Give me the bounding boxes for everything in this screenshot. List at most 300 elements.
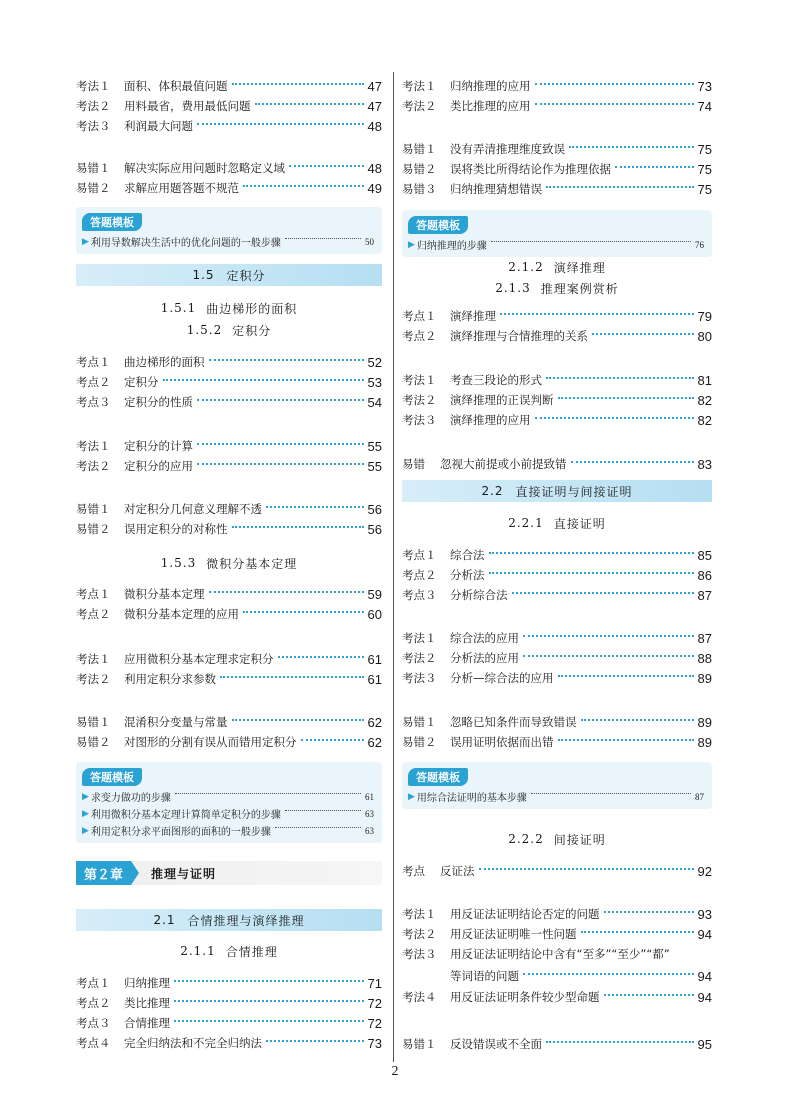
template-entry[interactable] (408, 236, 704, 253)
entry-page: 81 (697, 372, 712, 388)
subsection-number: 1.5.2 (186, 323, 223, 337)
entry-page: 49 (367, 180, 382, 196)
triangle-bullet-icon: ▶ (82, 825, 89, 836)
toc-entry[interactable] (402, 96, 712, 116)
dot-leader (301, 739, 364, 741)
entry-prefix: 易错２ (402, 162, 437, 176)
entry-text: 定积分的应用 (124, 459, 193, 473)
entry-prefix: 易错１ (76, 502, 111, 516)
dot-leader (512, 592, 694, 594)
template-entry-page: 61 (365, 791, 374, 802)
entry-text: 分析法 (450, 568, 485, 582)
section-title: 合情推理与演绎推理 (187, 913, 305, 928)
dot-leader (197, 443, 364, 445)
entry-prefix: 考点２ (76, 607, 111, 621)
triangle-bullet-icon: ▶ (82, 808, 89, 819)
entry-page: 60 (367, 606, 382, 622)
subsection-number: 2.1.3 (495, 281, 531, 295)
toc-entry[interactable] (402, 712, 712, 732)
entry-prefix: 考法１ (76, 439, 111, 453)
entry-page: 89 (697, 734, 712, 750)
answer-template-label: 答题模板 (408, 216, 468, 234)
entry-page: 61 (367, 671, 382, 687)
toc-entry[interactable] (402, 159, 712, 179)
dot-leader (285, 810, 361, 811)
entry-text: 类比推理的应用 (450, 99, 531, 113)
toc-entry[interactable] (402, 648, 712, 668)
entry-prefix: 易错１ (76, 715, 111, 729)
entry-prefix: 考法３ (76, 119, 111, 133)
toc-entry[interactable] (76, 649, 382, 669)
entry-prefix: 易错１ (76, 161, 111, 175)
toc-entry[interactable] (402, 410, 712, 430)
subsection-title (76, 319, 382, 341)
toc-group (402, 306, 712, 346)
entry-text: 误用证明依据而出错 (450, 735, 554, 749)
subsection-title (76, 940, 382, 962)
toc-entry[interactable] (402, 668, 712, 688)
entry-page: 48 (367, 160, 382, 176)
dot-leader (558, 397, 694, 399)
dot-leader (535, 417, 694, 419)
chapter-badge: 第２章 (76, 861, 131, 885)
dot-leader (546, 377, 694, 379)
toc-entry[interactable] (76, 372, 382, 392)
entry-text: 合情推理 (124, 1016, 170, 1030)
entry-prefix: 考法１ (402, 373, 437, 387)
entry-text: 利用定积分求参数 (124, 672, 216, 686)
entry-prefix: 考点３ (402, 588, 437, 602)
entry-prefix: 易错２ (402, 735, 437, 749)
toc-entry[interactable] (402, 179, 712, 199)
dot-leader (558, 675, 694, 677)
entry-prefix: 考法２ (402, 651, 437, 665)
entry-text: 完全归纳法和不完全归纳法 (124, 1036, 262, 1050)
entry-prefix: 易错１ (402, 1037, 437, 1051)
toc-group (402, 454, 712, 474)
toc-entry[interactable] (76, 584, 382, 604)
entry-text: 误用定积分的对称性 (124, 522, 228, 536)
toc-entry[interactable] (76, 499, 382, 519)
toc-entry[interactable] (402, 628, 712, 648)
dot-leader (174, 1020, 364, 1022)
subsection-name: 定积分 (232, 323, 272, 338)
entry-text: 忽略已知条件而导致错误 (450, 715, 577, 729)
entry-text: 用反证法证明条件较少型命题 (450, 990, 600, 1004)
toc-entry[interactable] (76, 712, 382, 732)
toc-entry[interactable] (76, 1013, 382, 1033)
toc-entry[interactable] (402, 306, 712, 326)
entry-page: 73 (367, 1035, 382, 1051)
toc-group (402, 712, 712, 752)
dot-leader (535, 103, 694, 105)
subsection-number: 1.5.1 (160, 301, 197, 315)
toc-group (76, 712, 382, 752)
entry-text: 分析综合法 (450, 588, 508, 602)
subsection-name: 间接证明 (553, 832, 606, 847)
entry-prefix: 考法２ (76, 99, 111, 113)
entry-prefix: 考点２ (76, 996, 111, 1010)
entry-page: 72 (367, 1015, 382, 1031)
dot-leader (163, 379, 364, 381)
dot-leader (569, 146, 694, 148)
dot-leader (289, 165, 364, 167)
toc-group (402, 76, 712, 116)
dot-leader (209, 359, 364, 361)
entry-text: 用料最省，费用最低问题 (124, 99, 251, 113)
entry-text: 混淆积分变量与常量 (124, 715, 228, 729)
entry-prefix: 易错２ (76, 522, 111, 536)
dot-leader (266, 1040, 364, 1042)
entry-text: 应用微积分基本定理求定积分 (124, 652, 274, 666)
template-entry[interactable] (408, 788, 704, 805)
entry-prefix: 考点１ (402, 309, 437, 323)
template-entry[interactable] (82, 233, 374, 250)
entry-prefix: 考法２ (76, 459, 111, 473)
dot-leader (581, 931, 694, 933)
entry-text: 定积分的性质 (124, 395, 193, 409)
entry-prefix: 考法２ (402, 99, 437, 113)
entry-text: 归纳推理 (124, 976, 170, 990)
toc-group (402, 987, 712, 1007)
toc-entry[interactable] (76, 436, 382, 456)
dot-leader (500, 313, 694, 315)
entry-text: 演绎推理 (450, 309, 496, 323)
entry-text: 分析—综合法的应用 (450, 671, 554, 685)
toc-entry[interactable] (76, 973, 382, 993)
toc-entry-continuation[interactable] (402, 966, 712, 986)
entry-text: 反设错误或不全面 (450, 1037, 542, 1051)
template-entry-text: 归纳推理的步骤 (416, 241, 487, 252)
dot-leader (604, 911, 694, 913)
toc-entry[interactable] (402, 987, 712, 1007)
subsection-number: 2.2.2 (508, 832, 544, 846)
triangle-bullet-icon: ▶ (408, 239, 415, 250)
toc-group (402, 545, 712, 605)
toc-group (76, 973, 382, 1053)
entry-page: 47 (367, 78, 382, 94)
entry-text: 综合法的应用 (450, 631, 519, 645)
subsection-title (402, 828, 712, 850)
toc-entry[interactable] (76, 178, 382, 198)
dot-leader (220, 676, 364, 678)
toc-entry[interactable] (402, 944, 712, 964)
entry-page: 82 (697, 412, 712, 428)
entry-page: 71 (367, 975, 382, 991)
dot-leader (546, 1041, 694, 1043)
entry-prefix: 考法３ (402, 671, 437, 685)
toc-group (76, 649, 382, 689)
dot-leader (581, 719, 694, 721)
toc-entry[interactable] (402, 139, 712, 159)
page-number: 2 (391, 1064, 399, 1079)
subsection-name: 曲边梯形的面积 (206, 301, 298, 316)
dot-leader (232, 719, 364, 721)
toc-entry[interactable] (402, 390, 712, 410)
toc-entry[interactable] (402, 565, 712, 585)
entry-prefix: 考点３ (76, 1016, 111, 1030)
entry-page: 79 (697, 308, 712, 324)
entry-prefix: 考法２ (76, 672, 111, 686)
subsection-name: 微积分基本定理 (206, 556, 298, 571)
entry-text: 归纳推理猜想错误 (450, 182, 542, 196)
entry-page: 62 (367, 734, 382, 750)
toc-group (402, 861, 712, 881)
answer-template-label: 答题模板 (408, 768, 468, 786)
dot-leader (255, 103, 364, 105)
toc-entry[interactable] (402, 545, 712, 565)
template-entry-text: 用综合法证明的基本步骤 (416, 793, 527, 804)
entry-page: 73 (697, 78, 712, 94)
answer-template-label: 答题模板 (82, 768, 142, 786)
toc-entry[interactable] (402, 924, 712, 944)
entry-page: 87 (697, 630, 712, 646)
template-entry-page: 76 (695, 239, 704, 250)
toc-group (76, 436, 382, 476)
section-band (76, 909, 382, 931)
entry-page: 85 (697, 547, 712, 563)
template-entry-page: 50 (365, 236, 374, 247)
template-entry[interactable] (82, 788, 374, 805)
toc-entry[interactable] (76, 96, 382, 116)
template-entry[interactable] (82, 805, 374, 822)
entry-page: 95 (697, 1036, 712, 1052)
toc-entry[interactable] (76, 352, 382, 372)
entry-text: 反证法 (440, 864, 475, 878)
section-number: 2.1 (153, 913, 176, 927)
toc-entry[interactable] (402, 861, 712, 881)
dot-leader (571, 461, 694, 463)
entry-prefix: 考法１ (402, 631, 437, 645)
toc-group (76, 584, 382, 624)
toc-entry[interactable] (402, 326, 712, 346)
toc-entry[interactable] (402, 585, 712, 605)
entry-text: 定积分 (124, 375, 159, 389)
subsection-title (76, 552, 382, 574)
entry-text: 分析法的应用 (450, 651, 519, 665)
entry-page: 72 (367, 995, 382, 1011)
subsection-title (402, 256, 712, 278)
entry-page: 83 (697, 456, 712, 472)
toc-entry[interactable] (76, 519, 382, 539)
entry-page: 53 (367, 374, 382, 390)
entry-prefix: 考法３ (402, 947, 437, 961)
answer-template-box (76, 762, 382, 843)
entry-page: 94 (697, 968, 712, 984)
dot-leader (479, 868, 694, 870)
dot-leader (558, 739, 694, 741)
entry-page: 54 (367, 394, 382, 410)
entry-prefix: 考法１ (402, 907, 437, 921)
subsection-name: 合情推理 (225, 944, 278, 959)
entry-prefix: 考法２ (402, 927, 437, 941)
section-title: 定积分 (226, 268, 266, 283)
subsection-name: 演绎推理 (553, 260, 606, 275)
dot-leader (523, 635, 694, 637)
entry-prefix: 考法１ (76, 652, 111, 666)
template-entry-page: 63 (365, 825, 374, 836)
entry-text: 等词语的问题 (450, 969, 519, 983)
entry-prefix: 考点２ (402, 329, 437, 343)
template-entry-text: 利用定积分求平面图形的面积的一般步骤 (90, 827, 271, 838)
entry-prefix: 易错 (402, 457, 425, 471)
entry-page: 82 (697, 392, 712, 408)
triangle-bullet-icon: ▶ (408, 791, 415, 802)
entry-prefix: 易错２ (76, 735, 111, 749)
entry-page: 80 (697, 328, 712, 344)
entry-text: 解决实际应用问题时忽略定义域 (124, 161, 285, 175)
toc-group (76, 76, 382, 136)
section-title: 直接证明与间接证明 (515, 484, 633, 499)
template-entry-text: 利用微积分基本定理计算简单定积分的步骤 (90, 810, 281, 821)
entry-text: 求解应用题答题不规范 (124, 181, 239, 195)
toc-group (402, 904, 712, 964)
toc-entry[interactable] (76, 158, 382, 178)
answer-template-box (402, 210, 712, 257)
dot-leader (266, 506, 364, 508)
dot-leader (592, 333, 694, 335)
entry-prefix: 考点１ (76, 976, 111, 990)
entry-page: 89 (697, 714, 712, 730)
toc-entry[interactable] (76, 604, 382, 624)
entry-page: 74 (697, 98, 712, 114)
dot-leader (197, 463, 364, 465)
toc-entry[interactable] (76, 116, 382, 136)
entry-text: 用反证法证明结论否定的问题 (450, 907, 600, 921)
subsection-name: 推理案例赏析 (540, 281, 619, 296)
entry-prefix: 考点１ (402, 548, 437, 562)
entry-page: 89 (697, 670, 712, 686)
toc-entry[interactable] (402, 370, 712, 390)
template-entry-text: 求变力做功的步骤 (90, 793, 171, 804)
entry-text: 面积、体积最值问题 (124, 79, 228, 93)
entry-prefix: 易错２ (76, 181, 111, 195)
dot-leader (489, 572, 694, 574)
entry-prefix: 考点 (402, 864, 425, 878)
entry-page: 55 (367, 438, 382, 454)
entry-text: 微积分基本定理的应用 (124, 607, 239, 621)
subsection-title (76, 297, 382, 319)
subsection-number: 1.5.3 (160, 556, 197, 570)
dot-leader (546, 186, 694, 188)
entry-text: 用反证法证明唯一性问题 (450, 927, 577, 941)
entry-page: 56 (367, 521, 382, 537)
entry-text: 忽视大前提或小前提致错 (440, 457, 567, 471)
entry-page: 92 (697, 863, 712, 879)
dot-leader (232, 83, 364, 85)
toc-group (76, 158, 382, 198)
entry-page: 59 (367, 586, 382, 602)
dot-leader (523, 655, 694, 657)
entry-text: 综合法 (450, 548, 485, 562)
entry-prefix: 考法２ (402, 393, 437, 407)
dot-leader (197, 123, 364, 125)
dot-leader (489, 552, 694, 554)
toc-entry[interactable] (76, 392, 382, 412)
entry-prefix: 考点４ (76, 1036, 111, 1050)
section-band (402, 480, 712, 502)
toc-entry[interactable] (402, 76, 712, 96)
entry-prefix: 易错１ (402, 142, 437, 156)
toc-group (76, 352, 382, 412)
toc-group (402, 628, 712, 688)
toc-entry[interactable] (402, 904, 712, 924)
entry-page: 87 (697, 587, 712, 603)
toc-entry[interactable] (76, 76, 382, 96)
answer-template-box (402, 762, 712, 809)
subsection-number: 2.1.2 (508, 260, 544, 274)
subsection-name: 直接证明 (553, 516, 606, 531)
entry-page: 48 (367, 118, 382, 134)
entry-text: 对定积分几何意义理解不透 (124, 502, 262, 516)
triangle-bullet-icon: ▶ (82, 791, 89, 802)
entry-page: 56 (367, 501, 382, 517)
entry-text: 没有弄清推理维度致误 (450, 142, 565, 156)
entry-prefix: 考点１ (76, 587, 111, 601)
section-number: 2.2 (481, 484, 504, 498)
subsection-number: 2.1.1 (180, 944, 216, 958)
entry-page: 94 (697, 989, 712, 1005)
entry-prefix: 易错１ (402, 715, 437, 729)
dot-leader (523, 973, 694, 975)
subsection-title (402, 277, 712, 299)
dot-leader (285, 238, 361, 239)
toc-entry[interactable] (76, 993, 382, 1013)
entry-page: 61 (367, 651, 382, 667)
triangle-bullet-icon: ▶ (82, 236, 89, 247)
column-divider (393, 72, 394, 1062)
entry-prefix: 考法３ (402, 413, 437, 427)
template-entry[interactable] (82, 822, 374, 839)
entry-page: 88 (697, 650, 712, 666)
toc-group (402, 139, 712, 199)
toc-group (76, 499, 382, 539)
entry-text: 曲边梯形的面积 (124, 355, 205, 369)
entry-text: 考查三段论的形式 (450, 373, 542, 387)
dot-leader (174, 1000, 364, 1002)
toc-entry[interactable] (76, 456, 382, 476)
toc-entry[interactable] (402, 732, 712, 752)
toc-entry[interactable] (76, 732, 382, 752)
entry-text: 演绎推理与合情推理的关系 (450, 329, 588, 343)
toc-group (402, 370, 712, 430)
toc-entry[interactable] (402, 454, 712, 474)
dot-leader (278, 656, 364, 658)
entry-text: 类比推理 (124, 996, 170, 1010)
entry-page: 62 (367, 714, 382, 730)
chapter-header (76, 861, 382, 885)
entry-prefix: 考点２ (76, 375, 111, 389)
dot-leader (174, 980, 364, 982)
entry-page: 55 (367, 458, 382, 474)
dot-leader (197, 399, 364, 401)
subsection-title (402, 512, 712, 534)
toc-entry[interactable] (76, 669, 382, 689)
subsection-number: 2.2.1 (508, 516, 544, 530)
toc-entry[interactable] (76, 1033, 382, 1053)
toc-entry[interactable] (402, 1034, 712, 1054)
entry-text: 用反证法证明结论中含有“至多”“至少”“都” (450, 947, 670, 961)
template-entry-text: 利用导数解决生活中的优化问题的一般步骤 (90, 238, 281, 249)
answer-template-box (76, 207, 382, 254)
answer-template-label: 答题模板 (82, 213, 142, 231)
entry-page: 75 (697, 161, 712, 177)
dot-leader (209, 591, 364, 593)
dot-leader (491, 241, 691, 242)
entry-text: 演绎推理的正误判断 (450, 393, 554, 407)
entry-prefix: 考法４ (402, 990, 437, 1004)
dot-leader (275, 827, 361, 828)
